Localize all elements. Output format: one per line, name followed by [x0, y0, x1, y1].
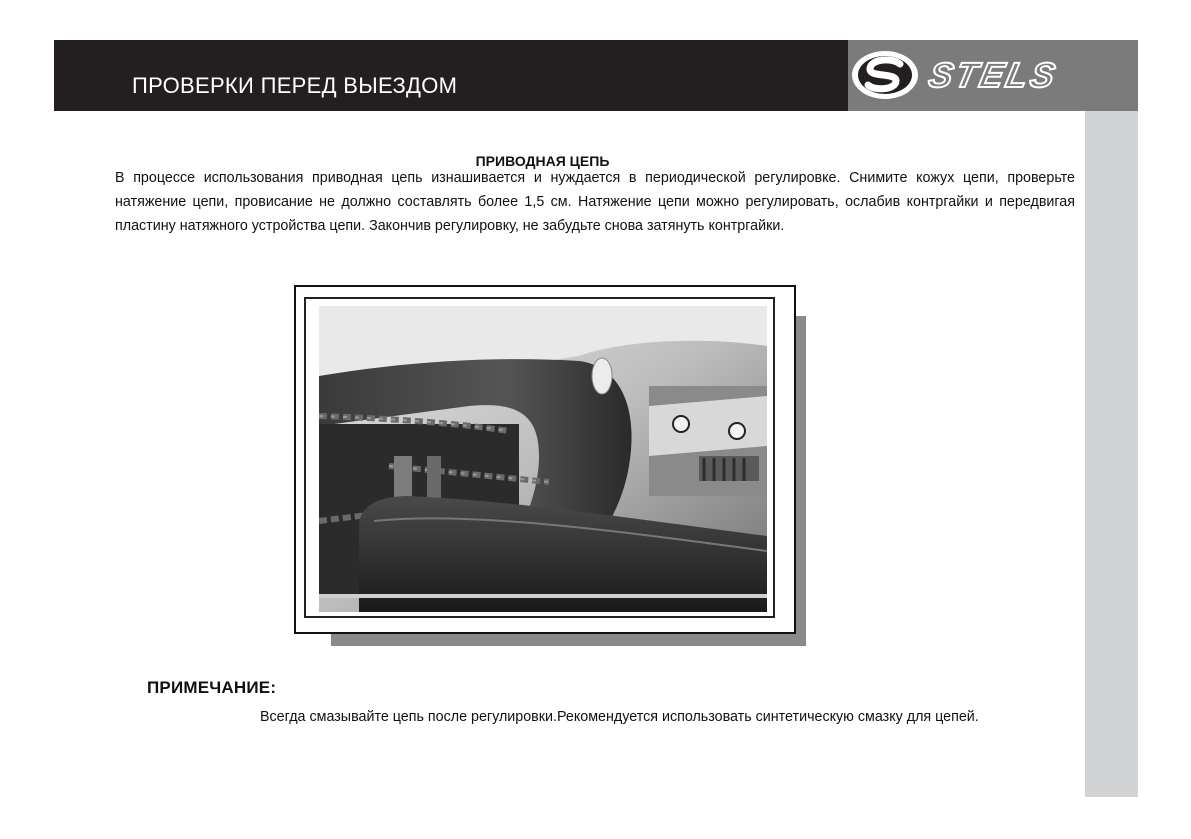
side-band: [1085, 111, 1138, 797]
brand-s-logo-icon: [848, 40, 1138, 111]
page-title: ПРОВЕРКИ ПЕРЕД ВЫЕЗДОМ: [132, 73, 458, 98]
note-title: ПРИМЕЧАНИЕ:: [147, 678, 277, 697]
section-heading: ПРИВОДНАЯ ЦЕПЬ: [475, 153, 610, 169]
instruction-paragraph: В процессе использования приводная цепь изнашивается и нуждается в периодической регулировке. Снимите кожух цепи, проверьте натяжение цепи, провисание не должно составлять более 1,5 см. Натяжение цепи можно регулировать, ослабив контргайки и передвигая пластину натяжного устройства цепи. Закончив регулировку, не забудьте снова затянуть контргайки.: [115, 170, 1075, 234]
note-text: Всегда смазывайте цепь после регулировки.Рекомендуется использовать синтетическую смазку для цепей.: [260, 709, 979, 725]
chain-photo: [319, 306, 767, 612]
brand-logo: [848, 40, 1138, 111]
brand-wordmark: STELS: [925, 56, 1062, 95]
